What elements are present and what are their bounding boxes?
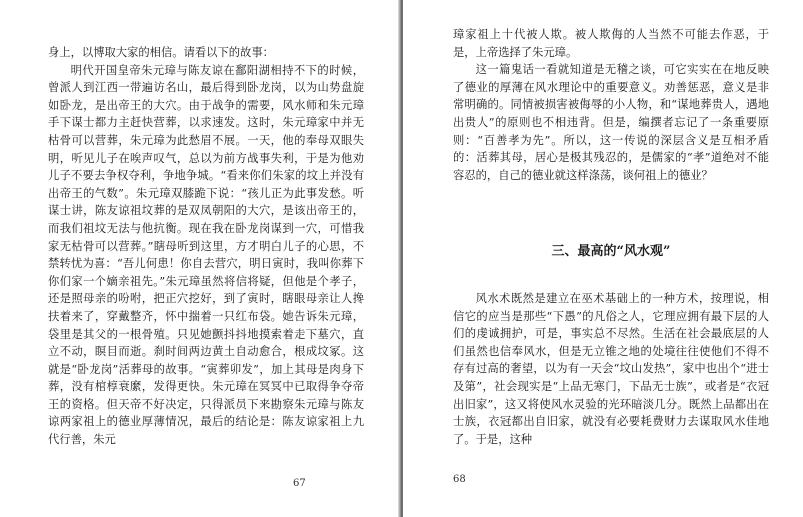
section-heading: 三、最高的“风水观” — [551, 244, 671, 259]
right-paragraph-3: 风水术既然是建立在巫术基础上的一种方术，按理说，相信它的应当是那些“下愚”的凡俗之人，它理应拥有最下层的人们的虔诚拥护，可是，事实总不尽然。生活在社会最底层的人们虽然也信奉风水，但是无立锥之地的处境往往使他们不得不存有过高的奢望，以为有一天会“坟山发热”，家中也出个“进士及第”，社会现实是“上品无寒门，下品无士族”，或者是“衣冠出旧家”，这又将使风水灵验的光环暗淡几分。既然上品都出在士族，衣冠都出自旧家，就没有必要耗费财力去谋取风水佳地了。于是，这种 — [453, 292, 769, 446]
right-page-bottom-body — [453, 290, 769, 448]
page-number-right: 68 — [453, 474, 466, 485]
right-paragraph-2: 这一篇鬼话一看就知道是无稽之谈，可它实实在在地反映了德业的厚薄在风水理论中的重要意义。劝善惩恶，意义是非常明确的。同情被损害被侮辱的小人物，和“谋地葬贵人，遇地出贵人”的原则也不相违背。但是，编撰者忘记了一条重要原则：“百善孝为先”。所以，这一传说的深层含义是互相矛盾的：活葬其母，居心是极其残忍的，是儒家的“孝”道绝对不能容忍的，自己的德业就这样涤荡，谈何祖上的德业？ — [453, 63, 769, 182]
left-page-body — [48, 44, 364, 449]
left-paragraph-2: 明代开国皇帝朱元璋与陈友谅在鄱阳湖相持不下的时候，曾派人到江西一带遍访名山，最后得到卧龙岗，以为山势盘旋如卧龙，是出帝王的大穴。由于战争的需要，风水师和朱元璋手下谋士都力主赶快营葬，以求速发。这时，朱元璋家中并无枯骨可以营葬，朱元璋为此愁眉不展。一天，他的奉母双眼失明，听见儿子在唉声叹气，总以为前方战事失利，于是为他劝儿子不要去争权夺利，争地争城。“看来你们朱家的坟上并没有出帝王的气数”。朱元璋双膝跪下说：“孩儿正为此事发愁。听谋士讲，陈友谅祖坟葬的是双凤朝阳的大穴，是该出帝王的，而我们祖坟无法与他抗衡。现在我在卧龙岗谋到一穴，可惜我家无枯骨可以营葬。”瞎母听到这里，方才明白儿子的心思，不禁转忧为喜：“吾儿何患！你自去营穴，明日寅时，我叫你葬下你们家一个嫡亲祖先。”朱元璋虽然将信将疑，但他是个孝子，还是照母亲的吩咐，把正穴挖好，到了寅时，瞎眼母亲让人搀扶着来了，穿戴整齐，怀中揣着一只红布袋。她告诉朱元璋，袋里是其父的一根骨殖。只见她颤抖抖地摸索着走下墓穴，直立不动，瞑目而逝。刹时间两边黄土自动愈合，根成坟冢。这就是“卧龙岗”活葬母的故事。“寅葬卯发”，加上其母是肉身下葬，没有棺椁衰縻，发得更快。朱元璋在冥冥中已取得争夺帝王的资格。但天帝不好决定，只得派员下来勘察朱元璋与陈友谅两家祖上的德业厚薄情况，最后的结论是：陈友谅家祖上九代行善，朱元 — [48, 63, 364, 447]
left-page — [0, 0, 400, 517]
page-number-left: 67 — [293, 478, 306, 489]
right-page — [403, 0, 803, 517]
left-paragraph-1: 身上，以博取大家的相信。请看以下的故事： — [48, 46, 274, 59]
right-paragraph-1: 璋家祖上十代被人欺。被人欺侮的人当然不可能去作恶，于是，上帝选择了朱元璋。 — [453, 28, 769, 59]
right-page-top-body — [453, 26, 769, 184]
